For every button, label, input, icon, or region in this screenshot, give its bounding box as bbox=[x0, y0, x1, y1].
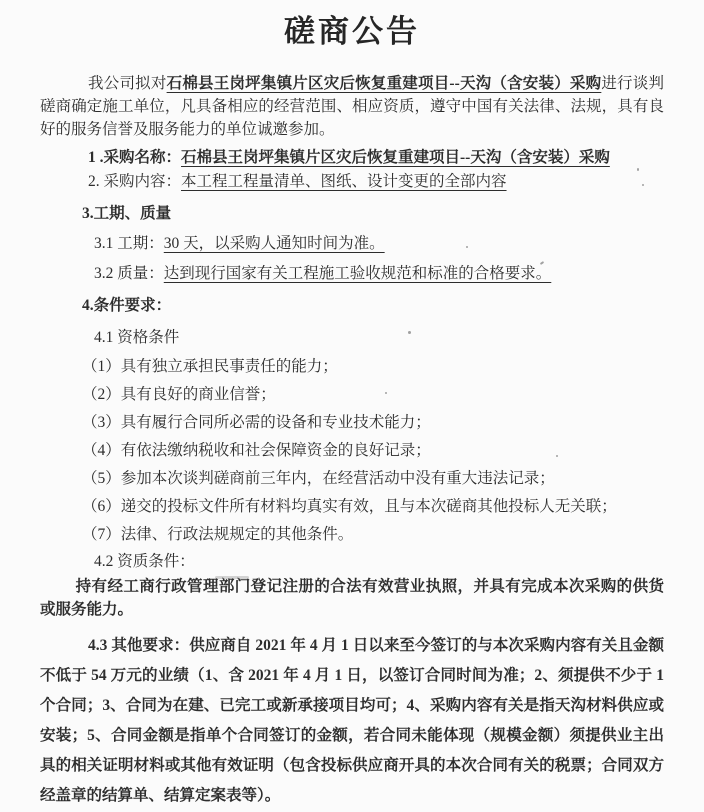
section-conditions-heading: 4.条件要求： bbox=[82, 297, 172, 314]
scan-speck bbox=[466, 246, 468, 248]
project-name: 石棉县王岗坪集镇片区灾后恢复重建项目--天沟（含安装）采购 bbox=[166, 75, 602, 92]
qualification-item-1: （1）具有独立承担民事责任的能力； bbox=[82, 358, 338, 375]
scan-speck bbox=[385, 392, 387, 394]
credential-paragraph: 持有经工商行政管理部门登记注册的合法有效营业执照，并具有完成本次采购的供货或服务能力。 bbox=[40, 578, 664, 618]
qualification-heading: 4.1 资格条件 bbox=[94, 329, 180, 346]
scan-speck bbox=[556, 455, 558, 457]
duration-label: 3.1 工期： bbox=[94, 235, 164, 252]
quality-value: 达到现行国家有关工程施工验收规范和标准的合格要求。 bbox=[163, 265, 552, 282]
intro-paragraph bbox=[40, 72, 664, 141]
procurement-content-item bbox=[88, 171, 664, 193]
scan-smudge bbox=[215, 576, 249, 579]
procurement-name-item bbox=[88, 147, 664, 169]
procurement-name-value: 石棉县王岗坪集镇片区灾后恢复重建项目--天沟（含安装）采购 bbox=[181, 149, 610, 166]
qualification-item-3: （3）具有履行合同所必需的设备和专业技术能力； bbox=[82, 414, 431, 431]
qualification-item-6: （6）递交的投标文件所有材料均真实有效，且与本次磋商其他投标人无关联； bbox=[82, 498, 617, 515]
qualification-item-7: （7）法律、行政法规规定的其他条件。 bbox=[82, 526, 354, 543]
scan-speck bbox=[637, 168, 639, 171]
qualification-item-2: （2）具有良好的商业信誉； bbox=[82, 386, 276, 403]
procurement-name-label: 1 .采购名称： bbox=[88, 149, 182, 166]
quality-item bbox=[94, 263, 664, 285]
credential-heading: 4.2 资质条件： bbox=[94, 553, 195, 570]
intro-prefix: 我公司拟对 bbox=[88, 75, 167, 92]
other-requirements-paragraph: 4.3 其他要求：供应商自 2021 年 4 月 1 日以来至今签订的与本次采购内容有关且金额不低于 54 万元的业绩（1、含 2021 年 4 月 1 日，以签订合同时间为准；2、须提供不少于 1 个合同；3、合同为在建、已完工或新承接项目均可；4、采购内容有关是指天沟材料供应或安装；5、合同金额是指单个合同签订的金额，若合同未能体现（规模金额）须提供业主出具的相关证明材料或其他有效证明（包含投标供应商开具的本次合同有关的税票；合同双方经盖章的结算单、结算定案表等）。 bbox=[40, 637, 664, 804]
quality-label: 3.2 质量： bbox=[94, 265, 164, 282]
procurement-content-value: 本工程工程量清单、图纸、设计变更的全部内容 bbox=[181, 173, 507, 190]
intro-suffix: 进行谈判磋商确定施工单位，凡具备相应的经营范围、相应资质，遵守中国有关法律、法规，具有良好的服务信誉及服务能力的单位诚邀参加。 bbox=[40, 75, 664, 138]
qualification-item-4: （4）有依法缴纳税收和社会保障资金的良好记录； bbox=[82, 442, 431, 459]
page-title: 磋商公告 bbox=[284, 14, 420, 49]
duration-item bbox=[94, 233, 664, 255]
scan-speck bbox=[642, 184, 644, 186]
qualification-item-5: （5）参加本次谈判磋商前三年内，在经营活动中没有重大违法记录； bbox=[82, 470, 555, 487]
duration-value: 30 天，以采购人通知时间为准。 bbox=[163, 235, 385, 252]
procurement-content-label: 2. 采购内容： bbox=[88, 173, 182, 190]
section-schedule-heading: 3.工期、质量 bbox=[82, 205, 172, 222]
scan-speck bbox=[408, 331, 411, 334]
